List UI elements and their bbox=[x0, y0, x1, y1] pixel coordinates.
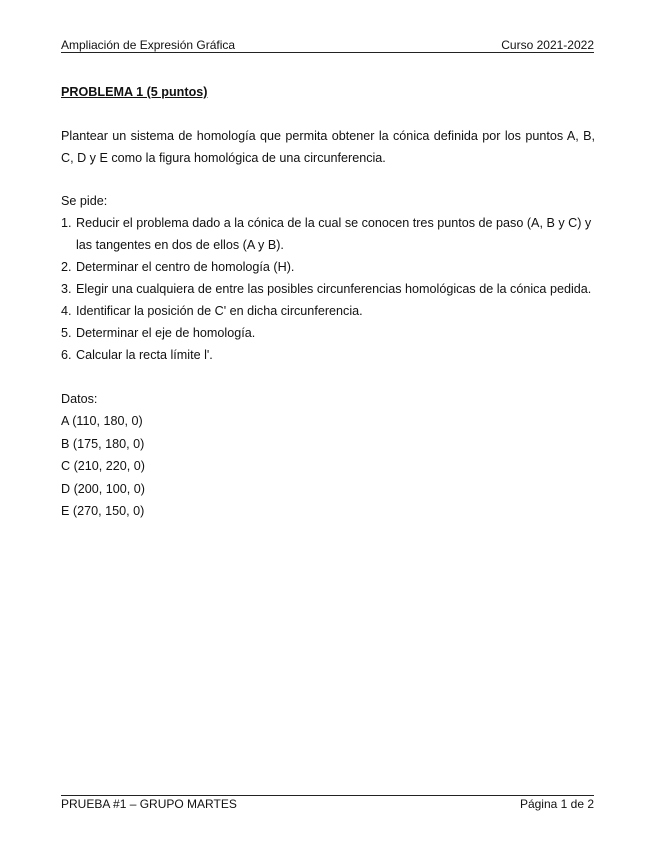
point-e: E (270, 150, 0) bbox=[61, 504, 145, 518]
step-text: Reducir el problema dado a la cónica de la cual se conocen tres puntos de paso (A, B y C) y las tangentes en dos de ellos (A y B). bbox=[76, 216, 592, 252]
step-item bbox=[61, 322, 595, 344]
point-d: D (200, 100, 0) bbox=[61, 481, 146, 496]
page-header bbox=[61, 38, 594, 53]
step-item bbox=[61, 212, 595, 256]
step-number: 5. bbox=[61, 326, 72, 340]
step-number: 3. bbox=[61, 282, 72, 296]
course-year: Curso 2021-2022 bbox=[501, 38, 594, 52]
step-number: 1. bbox=[61, 216, 72, 230]
step-number: 4. bbox=[61, 304, 72, 318]
step-item bbox=[61, 300, 595, 322]
step-number: 2. bbox=[61, 260, 72, 274]
step-text: Elegir una cualquiera de entre las posibles circunferencias homológicas de la cónica pedida. bbox=[76, 282, 592, 296]
exam-group: PRUEBA #1 – GRUPO MARTES bbox=[61, 797, 237, 811]
steps-list bbox=[61, 212, 595, 366]
problem-content bbox=[61, 84, 595, 523]
page-number: Página 1 de 2 bbox=[519, 797, 594, 811]
points-list bbox=[61, 410, 595, 523]
problem-title: PROBLEMA 1 (5 puntos) bbox=[61, 85, 208, 99]
step-text: Identificar la posición de C' en dicha circunferencia. bbox=[76, 304, 363, 318]
step-item bbox=[61, 278, 595, 300]
point-c: C (210, 220, 0) bbox=[61, 459, 146, 473]
page-footer bbox=[61, 795, 594, 813]
step-item bbox=[61, 256, 595, 278]
point-a: A (110, 180, 0) bbox=[61, 414, 143, 428]
problem-statement: Plantear un sistema de homología que permita obtener la cónica definida por los puntos A, B, C, D y E como la figura homológica de una circunferencia. bbox=[61, 129, 595, 165]
point-b: B (175, 180, 0) bbox=[61, 436, 145, 451]
step-item bbox=[61, 344, 595, 366]
steps-lead: Se pide: bbox=[61, 194, 108, 208]
course-name: Ampliación de Expresión Gráfica bbox=[61, 38, 236, 52]
step-text: Calcular la recta límite l'. bbox=[76, 348, 213, 362]
data-title: Datos: bbox=[61, 392, 98, 406]
step-text: Determinar el centro de homología (H). bbox=[76, 260, 295, 274]
step-number: 6. bbox=[61, 348, 72, 362]
step-text: Determinar el eje de homología. bbox=[76, 326, 256, 340]
